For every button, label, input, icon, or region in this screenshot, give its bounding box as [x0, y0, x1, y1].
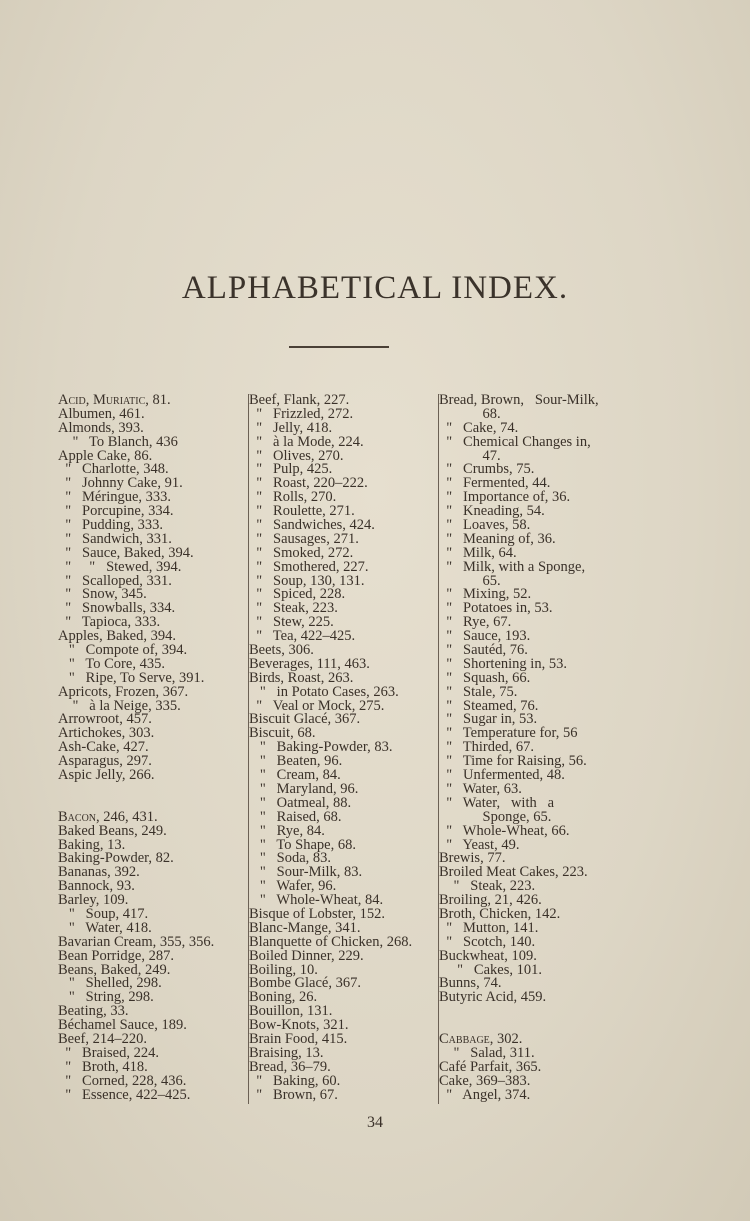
index-entry: " Roulette, 271.	[249, 503, 355, 520]
index-entry: " Angel, 374.	[439, 1086, 531, 1103]
index-entry: Boiled Dinner, 229.	[249, 947, 364, 964]
index-entry: " Charlotte, 348.	[58, 461, 169, 478]
index-entry: " Sautéd, 76.	[439, 642, 528, 659]
index-entry: " Ripe, To Serve, 391.	[58, 669, 205, 686]
index-entry: " Tapioca, 333.	[58, 614, 161, 631]
index-entry: " Unfermented, 48.	[439, 767, 565, 784]
index-entry: Bean Porridge, 287.	[58, 947, 174, 964]
index-entry: 65.	[439, 572, 501, 589]
index-entry: Sponge, 65.	[439, 808, 552, 825]
index-entry: Artichokes, 303.	[58, 725, 155, 742]
index-entry: Bananas, 392.	[58, 864, 140, 881]
index-entry: " Pudding, 333.	[58, 517, 164, 534]
index-entry: " String, 298.	[58, 989, 154, 1006]
index-entry: Brewis, 77.	[439, 850, 506, 867]
index-entry: Brain Food, 415.	[249, 1030, 348, 1047]
index-entry: " Cakes, 101.	[439, 961, 542, 978]
index-entry: Boning, 26.	[249, 989, 318, 1006]
index-entry: " Baking-Powder, 83.	[249, 739, 393, 756]
index-entry: " Soda, 83.	[249, 850, 332, 867]
index-entry: " Cake, 74.	[439, 419, 519, 436]
index-entry: Cake, 369–383.	[439, 1072, 531, 1089]
index-entry: Baking-Powder, 82.	[58, 850, 174, 867]
index-entry: " Sugar in, 53.	[439, 711, 538, 728]
index-entry: Apples, Baked, 394.	[58, 628, 176, 645]
index-entry: " Steak, 223.	[439, 878, 536, 895]
index-entry: Beating, 33.	[58, 1003, 129, 1020]
index-entry: " Steak, 223.	[249, 600, 338, 617]
index-entry: " Snowballs, 334.	[58, 600, 176, 617]
index-entry: " Sandwich, 331.	[58, 530, 172, 547]
index-entry: " Importance of, 36.	[439, 489, 571, 506]
index-entry: Bunns, 74.	[439, 975, 502, 992]
index-entry: Apricots, Frozen, 367.	[58, 683, 189, 700]
index-entry: " Mutton, 141.	[439, 919, 539, 936]
index-entry: " Milk, with a Sponge,	[439, 558, 586, 575]
index-entry: " Sauce, Baked, 394.	[58, 544, 194, 561]
index-entry: Biscuit Glacé, 367.	[249, 711, 361, 728]
index-entry: Albumen, 461.	[58, 405, 145, 422]
index-entry: Blanc-Mange, 341.	[249, 919, 361, 936]
index-entry: Ash-Cake, 427.	[58, 739, 149, 756]
index-entry: " Stew, 225.	[249, 614, 334, 631]
index-entry: " To Core, 435.	[58, 655, 165, 672]
index-column-2	[248, 394, 435, 1104]
index-entry: " Olives, 270.	[249, 447, 344, 464]
index-entry: " Whole-Wheat, 84.	[249, 892, 384, 909]
index-entry: " Sandwiches, 424.	[249, 517, 375, 534]
index-entry: " Kneading, 54.	[439, 503, 545, 520]
index-entry: " Roast, 220–222.	[249, 475, 368, 492]
index-entry: Butyric Acid, 459.	[439, 989, 547, 1006]
index-entry: Broiling, 21, 426.	[439, 892, 542, 909]
index-entry: " Frizzled, 272.	[249, 405, 354, 422]
index-entry: Baking, 13.	[58, 836, 126, 853]
index-entry: Buckwheat, 109.	[439, 947, 537, 964]
page-title: ALPHABETICAL INDEX.	[181, 270, 569, 306]
index-entry: " Chemical Changes in,	[439, 433, 591, 450]
index-entry: " Thirded, 67.	[439, 739, 535, 756]
index-entry: Acid, Muriatic, 81.	[58, 392, 171, 408]
index-entry: " " Stewed, 394.	[58, 558, 182, 575]
index-column-1	[58, 394, 242, 1102]
index-entry: " Essence, 422–425.	[58, 1086, 191, 1103]
index-entry: Beans, Baked, 249.	[58, 961, 171, 978]
index-entry: " Whole-Wheat, 66.	[439, 822, 570, 839]
index-entry: " Temperature for, 56	[439, 725, 578, 742]
index-entry: " à la Neige, 335.	[58, 697, 181, 714]
index-entry: " Braised, 224.	[58, 1044, 159, 1061]
index-entry: " Soup, 417.	[58, 905, 149, 922]
index-entry: " Water, with a	[439, 794, 555, 811]
index-entry: " Smoked, 272.	[249, 544, 354, 561]
index-entry: " à la Mode, 224.	[249, 433, 364, 450]
index-entry: Apple Cake, 86.	[58, 447, 153, 464]
index-entry: " Maryland, 96.	[249, 780, 359, 797]
index-entry: " Steamed, 76.	[439, 697, 539, 714]
index-entry: " Brown, 67.	[249, 1086, 338, 1103]
index-entry: " Veal or Mock, 275.	[249, 697, 385, 714]
index-entry: Bow-Knots, 321.	[249, 1017, 349, 1034]
index-entry: " Meaning of, 36.	[439, 530, 556, 547]
index-entry: Braising, 13.	[249, 1044, 324, 1061]
page-number: 34	[367, 1114, 383, 1131]
index-entry: " Shortening in, 53.	[439, 655, 567, 672]
index-entry: Beef, Flank, 227.	[249, 392, 350, 408]
index-entry: " Salad, 311.	[439, 1044, 535, 1061]
index-entry: " Snow, 345.	[58, 586, 147, 603]
index-entry: Bouillon, 131.	[249, 1003, 333, 1020]
index-entry: " To Blanch, 436	[58, 433, 178, 450]
index-entry: " Squash, 66.	[439, 669, 531, 686]
index-entry: Aspic Jelly, 266.	[58, 767, 155, 784]
index-entry: " Baking, 60.	[249, 1072, 341, 1089]
index-entry: " Sausages, 271.	[249, 530, 359, 547]
index-entry: " Broth, 418.	[58, 1058, 148, 1075]
index-entry: Barley, 109.	[58, 892, 129, 909]
index-entry: Bread, 36–79.	[249, 1058, 331, 1075]
index-entry: " Beaten, 96.	[249, 753, 343, 770]
index-entry: Asparagus, 297.	[58, 753, 152, 770]
index-entry: " Rye, 84.	[249, 822, 325, 839]
index-entry: " Spiced, 228.	[249, 586, 346, 603]
index-entry: Beverages, 111, 463.	[249, 655, 370, 672]
index-entry: " Fermented, 44.	[439, 475, 551, 492]
index-entry: " Time for Raising, 56.	[439, 753, 587, 770]
index-entry: Boiling, 10.	[249, 961, 318, 978]
index-entry: " Sauce, 193.	[439, 628, 531, 645]
index-entry: 68.	[439, 405, 501, 422]
index-entry: Almonds, 393.	[58, 419, 144, 436]
index-entry: " Yeast, 49.	[439, 836, 520, 853]
index-entry: " Mixing, 52.	[439, 586, 532, 603]
index-entry: Beets, 306.	[249, 642, 314, 659]
index-entry: Arrowroot, 457.	[58, 711, 152, 728]
index-entry: Bacon, 246, 431.	[58, 808, 158, 825]
index-entry: " Johnny Cake, 91.	[58, 475, 183, 492]
index-entry: Biscuit, 68.	[249, 725, 316, 742]
index-entry: Bread, Brown, Sour-Milk,	[439, 392, 599, 408]
index-entry: " Tea, 422–425.	[249, 628, 356, 645]
index-entry: Café Parfait, 365.	[439, 1058, 542, 1075]
index-entry: " Crumbs, 75.	[439, 461, 535, 478]
index-entry: Beef, 214–220.	[58, 1030, 147, 1047]
index-entry: Broth, Chicken, 142.	[439, 905, 561, 922]
title-rule	[289, 346, 389, 348]
index-entry: " Smothered, 227.	[249, 558, 369, 575]
index-entry: " Oatmeal, 88.	[249, 794, 352, 811]
index-entry: Cabbage, 302.	[439, 1030, 523, 1047]
index-entry: " Soup, 130, 131.	[249, 572, 365, 589]
index-entry: " Water, 63.	[439, 780, 522, 797]
index-entry: " Pulp, 425.	[249, 461, 333, 478]
index-entry: " To Shape, 68.	[249, 836, 356, 853]
index-entry: " Cream, 84.	[249, 767, 341, 784]
index-entry: " Scalloped, 331.	[58, 572, 172, 589]
index-entry: " Wafer, 96.	[249, 878, 337, 895]
index-entry: " Jelly, 418.	[249, 419, 333, 436]
index-entry: " Stale, 75.	[439, 683, 518, 700]
index-entry: " Corned, 228, 436.	[58, 1072, 187, 1089]
index-entry	[439, 1005, 639, 1019]
index-entry: " Shelled, 298.	[58, 975, 162, 992]
index-entry: " Rye, 67.	[439, 614, 512, 631]
index-entry: " Potatoes in, 53.	[439, 600, 553, 617]
index-entry: Baked Beans, 249.	[58, 822, 167, 839]
index-entry: Bavarian Cream, 355, 356.	[58, 933, 215, 950]
index-entry: Bannock, 93.	[58, 878, 135, 895]
index-entry: Birds, Roast, 263.	[249, 669, 354, 686]
index-column-3	[438, 394, 639, 1104]
index-entry: Bombe Glacé, 367.	[249, 975, 361, 992]
index-entry: " Scotch, 140.	[439, 933, 536, 950]
index-entry: Blanquette of Chicken, 268.	[249, 933, 413, 950]
index-entry: Bisque of Lobster, 152.	[249, 905, 385, 922]
index-entry: " Rolls, 270.	[249, 489, 337, 506]
index-entry: " Porcupine, 334.	[58, 503, 174, 520]
index-entry: " Raised, 68.	[249, 808, 342, 825]
index-entry	[58, 783, 242, 797]
index-entry: " in Potato Cases, 263.	[249, 683, 399, 700]
index-entry: Broiled Meat Cakes, 223.	[439, 864, 588, 881]
index-entry: " Compote of, 394.	[58, 642, 188, 659]
index-entry: " Water, 418.	[58, 919, 152, 936]
index-entry: " Sour-Milk, 83.	[249, 864, 363, 881]
index-entry: " Méringue, 333.	[58, 489, 172, 506]
index-entry: 47.	[439, 447, 501, 464]
index-entry: " Milk, 64.	[439, 544, 517, 561]
index-entry: " Loaves, 58.	[439, 517, 531, 534]
index-entry: Béchamel Sauce, 189.	[58, 1017, 187, 1034]
